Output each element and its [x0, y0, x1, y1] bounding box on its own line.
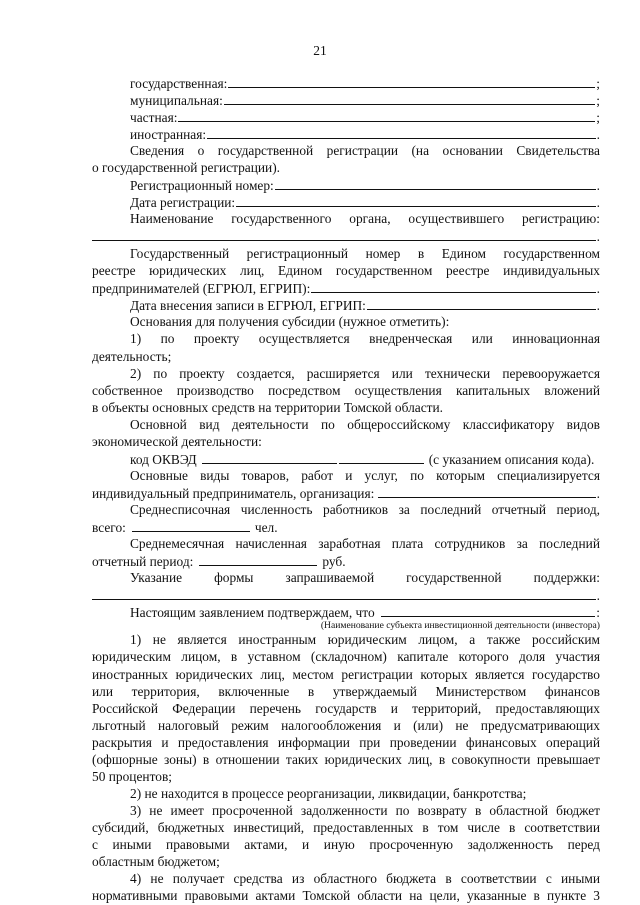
egrul-date-row: Дата внесения записи в ЕГРЮЛ, ЕГРИП: .	[130, 298, 600, 314]
okved-row	[130, 451, 600, 467]
ownership-state-field[interactable]	[228, 75, 595, 88]
staff-total-label: всего:	[92, 519, 126, 535]
registration-intro-line1: Сведения о государственной регистрации (на основании Свидетельства	[130, 143, 600, 159]
p3-line4: областным бюджетом;	[92, 853, 220, 869]
salary-currency: руб.	[322, 553, 346, 569]
p1-line7: раскрытия и предоставления информации при проведении финансовых операций	[92, 734, 600, 750]
p1-line9: 50 процентов;	[92, 768, 172, 784]
egrul-number-field[interactable]	[311, 280, 595, 293]
confirm-row: Настоящим заявлением подтверждаем, что :	[130, 605, 600, 621]
support-label: Указание формы запрашиваемой государственной поддержки:	[130, 569, 600, 585]
ownership-foreign-field[interactable]	[207, 126, 596, 139]
ground2-line1[interactable]: 2) по проекту создается, расширяется или технически перевооружается	[130, 365, 600, 381]
egrul-date-label: Дата внесения записи в ЕГРЮЛ, ЕГРИП:	[130, 298, 366, 314]
p1-line6: льготный налоговый режим налогообложения и (или) не предусматривающих	[92, 717, 600, 733]
okved-description-field[interactable]	[339, 451, 424, 464]
p4-line1: 4) не получает средства из областного бюджета в соответствии с иными	[130, 870, 600, 886]
reg-number-field[interactable]	[275, 177, 596, 190]
reg-date-row: Дата регистрации: .	[130, 195, 600, 211]
ownership-private-label: частная:	[130, 110, 178, 126]
salary-label: отчетный период:	[92, 553, 194, 569]
ownership-state-row: государственная: ;	[130, 76, 600, 91]
okved-label: код ОКВЭД	[130, 451, 197, 467]
confirm-label: Настоящим заявлением подтверждаем, что	[130, 605, 375, 621]
activity-line2: экономической деятельности:	[92, 433, 262, 449]
p3-line3: с иными правовыми актами, и иную просроченную задолженность перед	[92, 836, 600, 852]
p1-line8: (офшорные зоны) в отношении таких юридических лиц, в совокупности превышает	[92, 751, 600, 767]
investor-name-field[interactable]	[381, 604, 596, 617]
staff-unit: чел.	[254, 519, 278, 535]
p1-line2: юридическим лицом, в уставном (складочном) капитале которого доля участия	[92, 649, 600, 665]
reg-organ-label: Наименование государственного органа, осуществившего регистрацию:	[130, 211, 600, 227]
activity-line1: Основной вид деятельности по общероссийскому классификатору видов	[130, 416, 600, 432]
reg-organ-row: .	[92, 228, 600, 244]
egrul-date-field[interactable]	[367, 297, 596, 310]
p3-line1: 3) не имеет просроченной задолженности по возврату в областной бюджет	[130, 802, 600, 818]
egrul-line3: предпринимателей (ЕГРЮЛ, ЕГРИП):	[92, 281, 311, 297]
egrul-line1: Государственный регистрационный номер в Едином государственном	[130, 246, 600, 262]
p1-line4: или территория, включенные в утверждаемый Министерством финансов	[92, 683, 600, 699]
support-field[interactable]	[92, 587, 596, 600]
ownership-municipal-row: муниципальная: ;	[130, 93, 600, 109]
ground2-line2: собственное производство посредством осуществления капитальных вложений	[92, 382, 600, 398]
ownership-state-label: государственная:	[130, 76, 228, 91]
goods-line1: Основные виды товаров, работ и услуг, по которым специализируется	[130, 467, 600, 483]
p1-line1: 1) не является иностранным юридическим лицом, а также российским	[130, 632, 600, 648]
p2-line: 2) не находится в процессе реорганизации, ликвидации, банкротства;	[130, 785, 527, 801]
p1-line3: иностранных юридических лиц, местом регистрации которых является государство	[92, 666, 600, 682]
ownership-private-row: частная: ;	[130, 110, 600, 126]
ownership-foreign-row: иностранная: .	[130, 127, 600, 143]
reg-organ-field[interactable]	[92, 228, 596, 241]
goods-row: индивидуальный предприниматель, организация: .	[92, 485, 600, 501]
staff-total-row	[92, 519, 600, 535]
reg-date-field[interactable]	[236, 194, 595, 207]
p4-line2: нормативными правовыми актами Томской области на цели, указанные в пункте 3	[92, 888, 600, 903]
page-number: 21	[313, 43, 327, 58]
grounds-title: Основания для получения субсидии (нужное отметить):	[130, 314, 450, 330]
ownership-municipal-label: муниципальная:	[130, 93, 223, 109]
egrul-number-row: предпринимателей (ЕГРЮЛ, ЕГРИП): .	[92, 281, 600, 297]
investor-name-note: (Наименование субъекта инвестиционной деятельности (инвестора)	[320, 620, 600, 632]
ground2-line3: в объекты основных средств на территории Томской области.	[92, 399, 444, 415]
okved-code-field[interactable]	[202, 451, 337, 464]
p1-line5: Российской Федерации перечень государств и территорий, предоставляющих	[92, 700, 600, 716]
ownership-municipal-field[interactable]	[224, 92, 595, 105]
ground1-line1[interactable]: 1) по проекту осуществляется внедренческая или инновационная	[130, 331, 600, 347]
reg-number-row: Регистрационный номер: .	[130, 178, 600, 194]
okved-note: (с указанием описания кода).	[428, 451, 595, 467]
egrul-line2: реестре юридических лиц, Едином государственном реестре индивидуальных	[92, 263, 600, 279]
ground1-line2: деятельность;	[92, 348, 172, 364]
salary-line1: Среднемесячная начисленная заработная плата сотрудников за последний	[130, 535, 600, 551]
goods-line2: индивидуальный предприниматель, организация:	[92, 485, 375, 501]
salary-row	[92, 553, 600, 569]
staff-total-field[interactable]	[132, 519, 250, 532]
ownership-foreign-label: иностранная:	[130, 127, 207, 143]
registration-intro-line2: о государственной регистрации).	[92, 160, 281, 176]
p3-line2: субсидий, бюджетных инвестиций, предоставленных в том числе в соответствии	[92, 819, 600, 835]
reg-date-label: Дата регистрации:	[130, 195, 236, 211]
reg-number-label: Регистрационный номер:	[130, 178, 274, 194]
ownership-private-field[interactable]	[178, 109, 595, 122]
support-row: .	[92, 587, 600, 603]
staff-line1: Среднесписочная численность работников за последний отчетный период,	[130, 501, 600, 517]
salary-field[interactable]	[199, 553, 317, 566]
goods-field[interactable]	[378, 485, 595, 498]
